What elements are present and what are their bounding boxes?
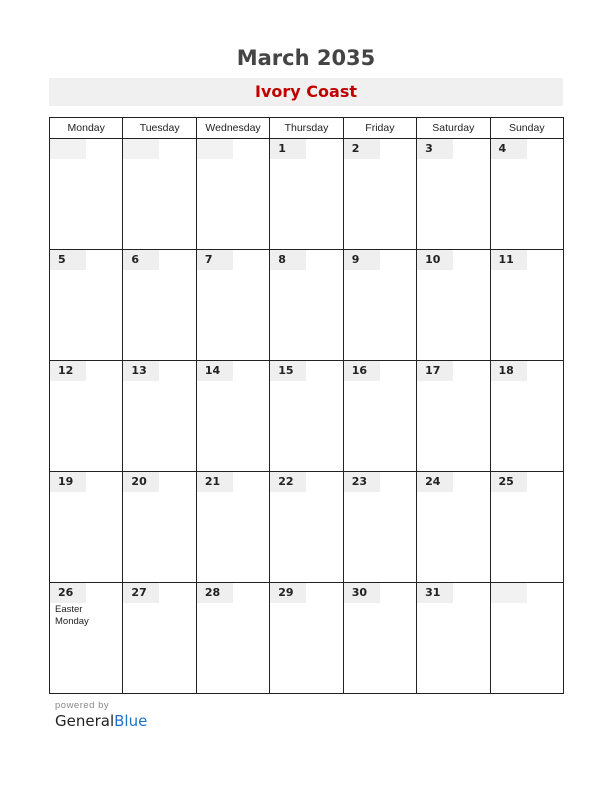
- day-number: 17: [417, 361, 453, 381]
- weekday-monday: Monday: [50, 118, 123, 139]
- weekday-tuesday: Tuesday: [123, 118, 196, 139]
- day-cell: [343, 472, 416, 583]
- day-number: 5: [50, 250, 86, 270]
- day-cell: [490, 139, 563, 250]
- day-number: 11: [491, 250, 527, 270]
- day-cell: [270, 472, 343, 583]
- day-number: [123, 139, 159, 159]
- day-number: 15: [270, 361, 306, 381]
- day-cell: [343, 361, 416, 472]
- day-cell: [417, 472, 490, 583]
- day-cell: [490, 250, 563, 361]
- day-number: 4: [491, 139, 527, 159]
- day-cell: [270, 139, 343, 250]
- day-cell: [270, 361, 343, 472]
- day-cell: [196, 139, 269, 250]
- day-number: 6: [123, 250, 159, 270]
- logo-general: General: [55, 712, 115, 730]
- day-number: 19: [50, 472, 86, 492]
- day-number: 18: [491, 361, 527, 381]
- day-number: 22: [270, 472, 306, 492]
- day-number: 9: [344, 250, 380, 270]
- logo-blue: Blue: [114, 712, 148, 730]
- day-cell: [50, 583, 123, 694]
- day-cell: [417, 250, 490, 361]
- day-number: 12: [50, 361, 86, 381]
- week-row: [50, 139, 564, 250]
- country-name: Ivory Coast: [49, 78, 563, 106]
- day-number: 30: [344, 583, 380, 603]
- powered-by-text: powered by: [55, 700, 110, 711]
- week-row: [50, 361, 564, 472]
- day-cell: [50, 361, 123, 472]
- day-cell: [196, 472, 269, 583]
- day-number: 24: [417, 472, 453, 492]
- day-number: 31: [417, 583, 453, 603]
- day-number: [491, 583, 527, 603]
- day-cell: [123, 250, 196, 361]
- day-cell: [490, 361, 563, 472]
- week-row: [50, 583, 564, 694]
- weekday-header-row: [50, 118, 564, 139]
- day-number: [50, 139, 86, 159]
- day-cell: [50, 472, 123, 583]
- day-cell: [50, 250, 123, 361]
- day-number: 1: [270, 139, 306, 159]
- weekday-thursday: Thursday: [270, 118, 343, 139]
- day-cell: [123, 139, 196, 250]
- day-number: 14: [197, 361, 233, 381]
- day-cell: [490, 472, 563, 583]
- week-row: [50, 250, 564, 361]
- weekday-friday: Friday: [343, 118, 416, 139]
- day-cell: [123, 583, 196, 694]
- day-cell: [50, 139, 123, 250]
- day-number: 29: [270, 583, 306, 603]
- day-number: 13: [123, 361, 159, 381]
- day-cell: [343, 139, 416, 250]
- day-number: 27: [123, 583, 159, 603]
- day-number: 20: [123, 472, 159, 492]
- brand-footer: [55, 700, 147, 730]
- holiday-label: Easter Monday: [55, 604, 89, 627]
- day-cell: [417, 361, 490, 472]
- day-number: 23: [344, 472, 380, 492]
- day-cell: [270, 583, 343, 694]
- day-cell: [417, 139, 490, 250]
- calendar-grid: [49, 117, 564, 694]
- day-number: 10: [417, 250, 453, 270]
- weekday-sunday: Sunday: [490, 118, 563, 139]
- day-number: 8: [270, 250, 306, 270]
- day-cell: [196, 250, 269, 361]
- day-cell: [343, 583, 416, 694]
- weekday-wednesday: Wednesday: [196, 118, 269, 139]
- day-number: 26: [50, 583, 86, 603]
- day-number: 3: [417, 139, 453, 159]
- weekday-saturday: Saturday: [417, 118, 490, 139]
- day-cell: [343, 250, 416, 361]
- week-row: [50, 472, 564, 583]
- day-number: 25: [491, 472, 527, 492]
- day-cell: [196, 583, 269, 694]
- day-number: 28: [197, 583, 233, 603]
- day-number: 21: [197, 472, 233, 492]
- day-cell: [123, 361, 196, 472]
- day-number: 7: [197, 250, 233, 270]
- day-number: 16: [344, 361, 380, 381]
- day-cell: [417, 583, 490, 694]
- day-cell: [196, 361, 269, 472]
- day-cell: [123, 472, 196, 583]
- generalblue-logo[interactable]: [55, 712, 147, 730]
- day-number: 2: [344, 139, 380, 159]
- page-title: March 2035: [236, 46, 376, 70]
- day-cell: [270, 250, 343, 361]
- day-number: [197, 139, 233, 159]
- day-cell: [490, 583, 563, 694]
